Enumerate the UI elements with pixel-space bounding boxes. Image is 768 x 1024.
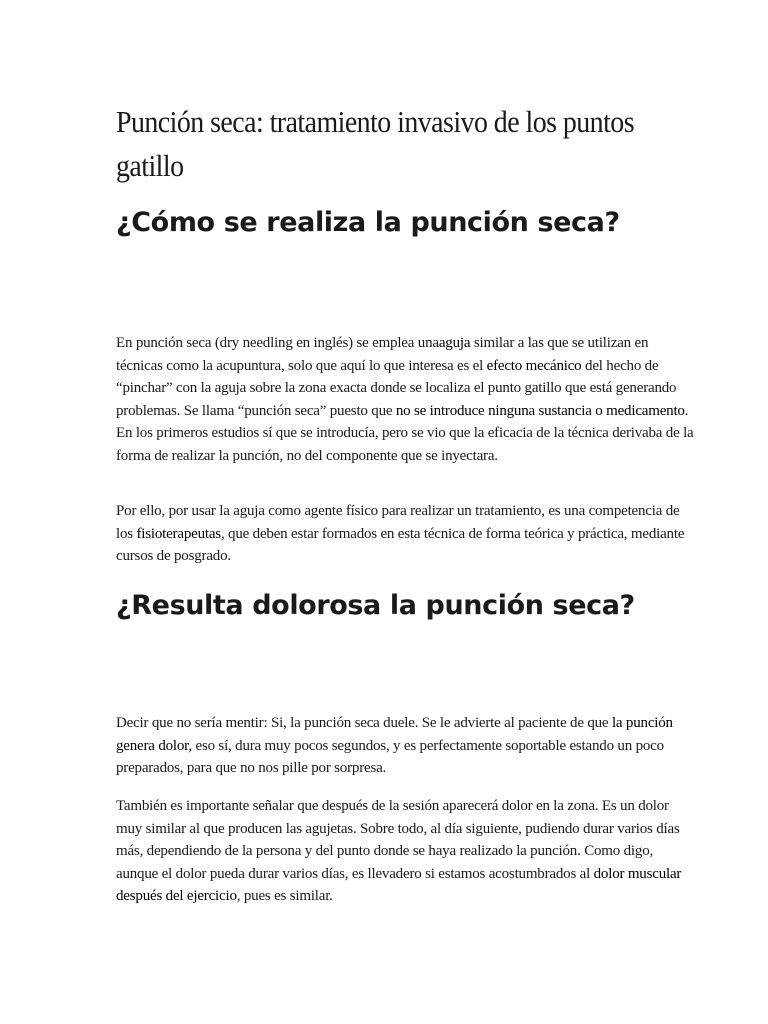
paragraph-text: similar a las que se utilizan en técnicas como la acupuntura, solo que aquí lo que interesa es el	[116, 335, 649, 374]
keyword-link-fisioterapeutas[interactable]: fisioterapeutas	[136, 525, 221, 542]
keyword-link-efecto-mecanico[interactable]: efecto mecánico	[486, 357, 582, 374]
paragraph-text: Por ello, por usar la aguja como agente físico para realizar un tratamiento, es una competencia de los	[116, 503, 680, 542]
paragraph-text: Decir que no sería mentir: Si, la punción seca duele. Se le advierte al paciente de que	[116, 715, 612, 731]
paragraph-text: del hecho de “pinchar” con la aguja sobre la zona exacta donde se localiza el punto gatillo que está generando problemas. Se llama “punción seca” puesto que	[116, 357, 677, 419]
paragraph-text: . En los primeros estudios sí que se introducía, pero se vio que la eficacia de la técnica derivaba de la forma de realizar la punción, no del componente que se inyectara.	[116, 402, 694, 464]
paragraph-realiza-1	[116, 332, 696, 467]
paragraph-text: También es importante señalar que después de la sesión aparecerá dolor en la zona. Es un dolor muy similar al que producen las agujetas. Sobre todo, al día siguiente, pudiendo durar varios días más, dependiendo de la persona y del punto donde se haya realizado la punción. Como digo, aunque el dolor pueda durar varios días, es llevadero si estamos acostumbrados al	[116, 798, 680, 882]
paragraph-text: , eso sí, dura muy pocos segundos, y es perfectamente soportable estando un poco preparados, para que no nos pille por sorpresa.	[116, 737, 664, 776]
paragraph-dolorosa-2	[116, 795, 696, 908]
paragraph-realiza-2	[116, 500, 696, 568]
keyword-link-aguja[interactable]: aguja	[438, 335, 471, 351]
page-title: Punción seca: tratamiento invasivo de los puntos gatillo	[116, 104, 635, 183]
section-heading-realiza: ¿Cómo se realiza la punción seca?	[116, 207, 620, 238]
paragraph-dolorosa-1	[116, 712, 696, 780]
paragraph-text: En punción seca (dry needling en inglés) se emplea una	[116, 335, 439, 351]
keyword-link-puncion-dolor[interactable]: la punción genera dolor	[116, 715, 673, 754]
keyword-link-dolor-muscular[interactable]: dolor muscular después del ejercicio	[116, 865, 682, 904]
paragraph-text: , que deben estar formados en esta técnica de forma teórica y práctica, mediante cursos de posgrado.	[116, 525, 685, 564]
paragraph-text: , pues es similar.	[236, 888, 333, 904]
section-heading-dolorosa: ¿Resulta dolorosa la punción seca?	[116, 590, 635, 621]
keyword-link-sustancia[interactable]: no se introduce ninguna sustancia o medicamento	[395, 402, 685, 419]
